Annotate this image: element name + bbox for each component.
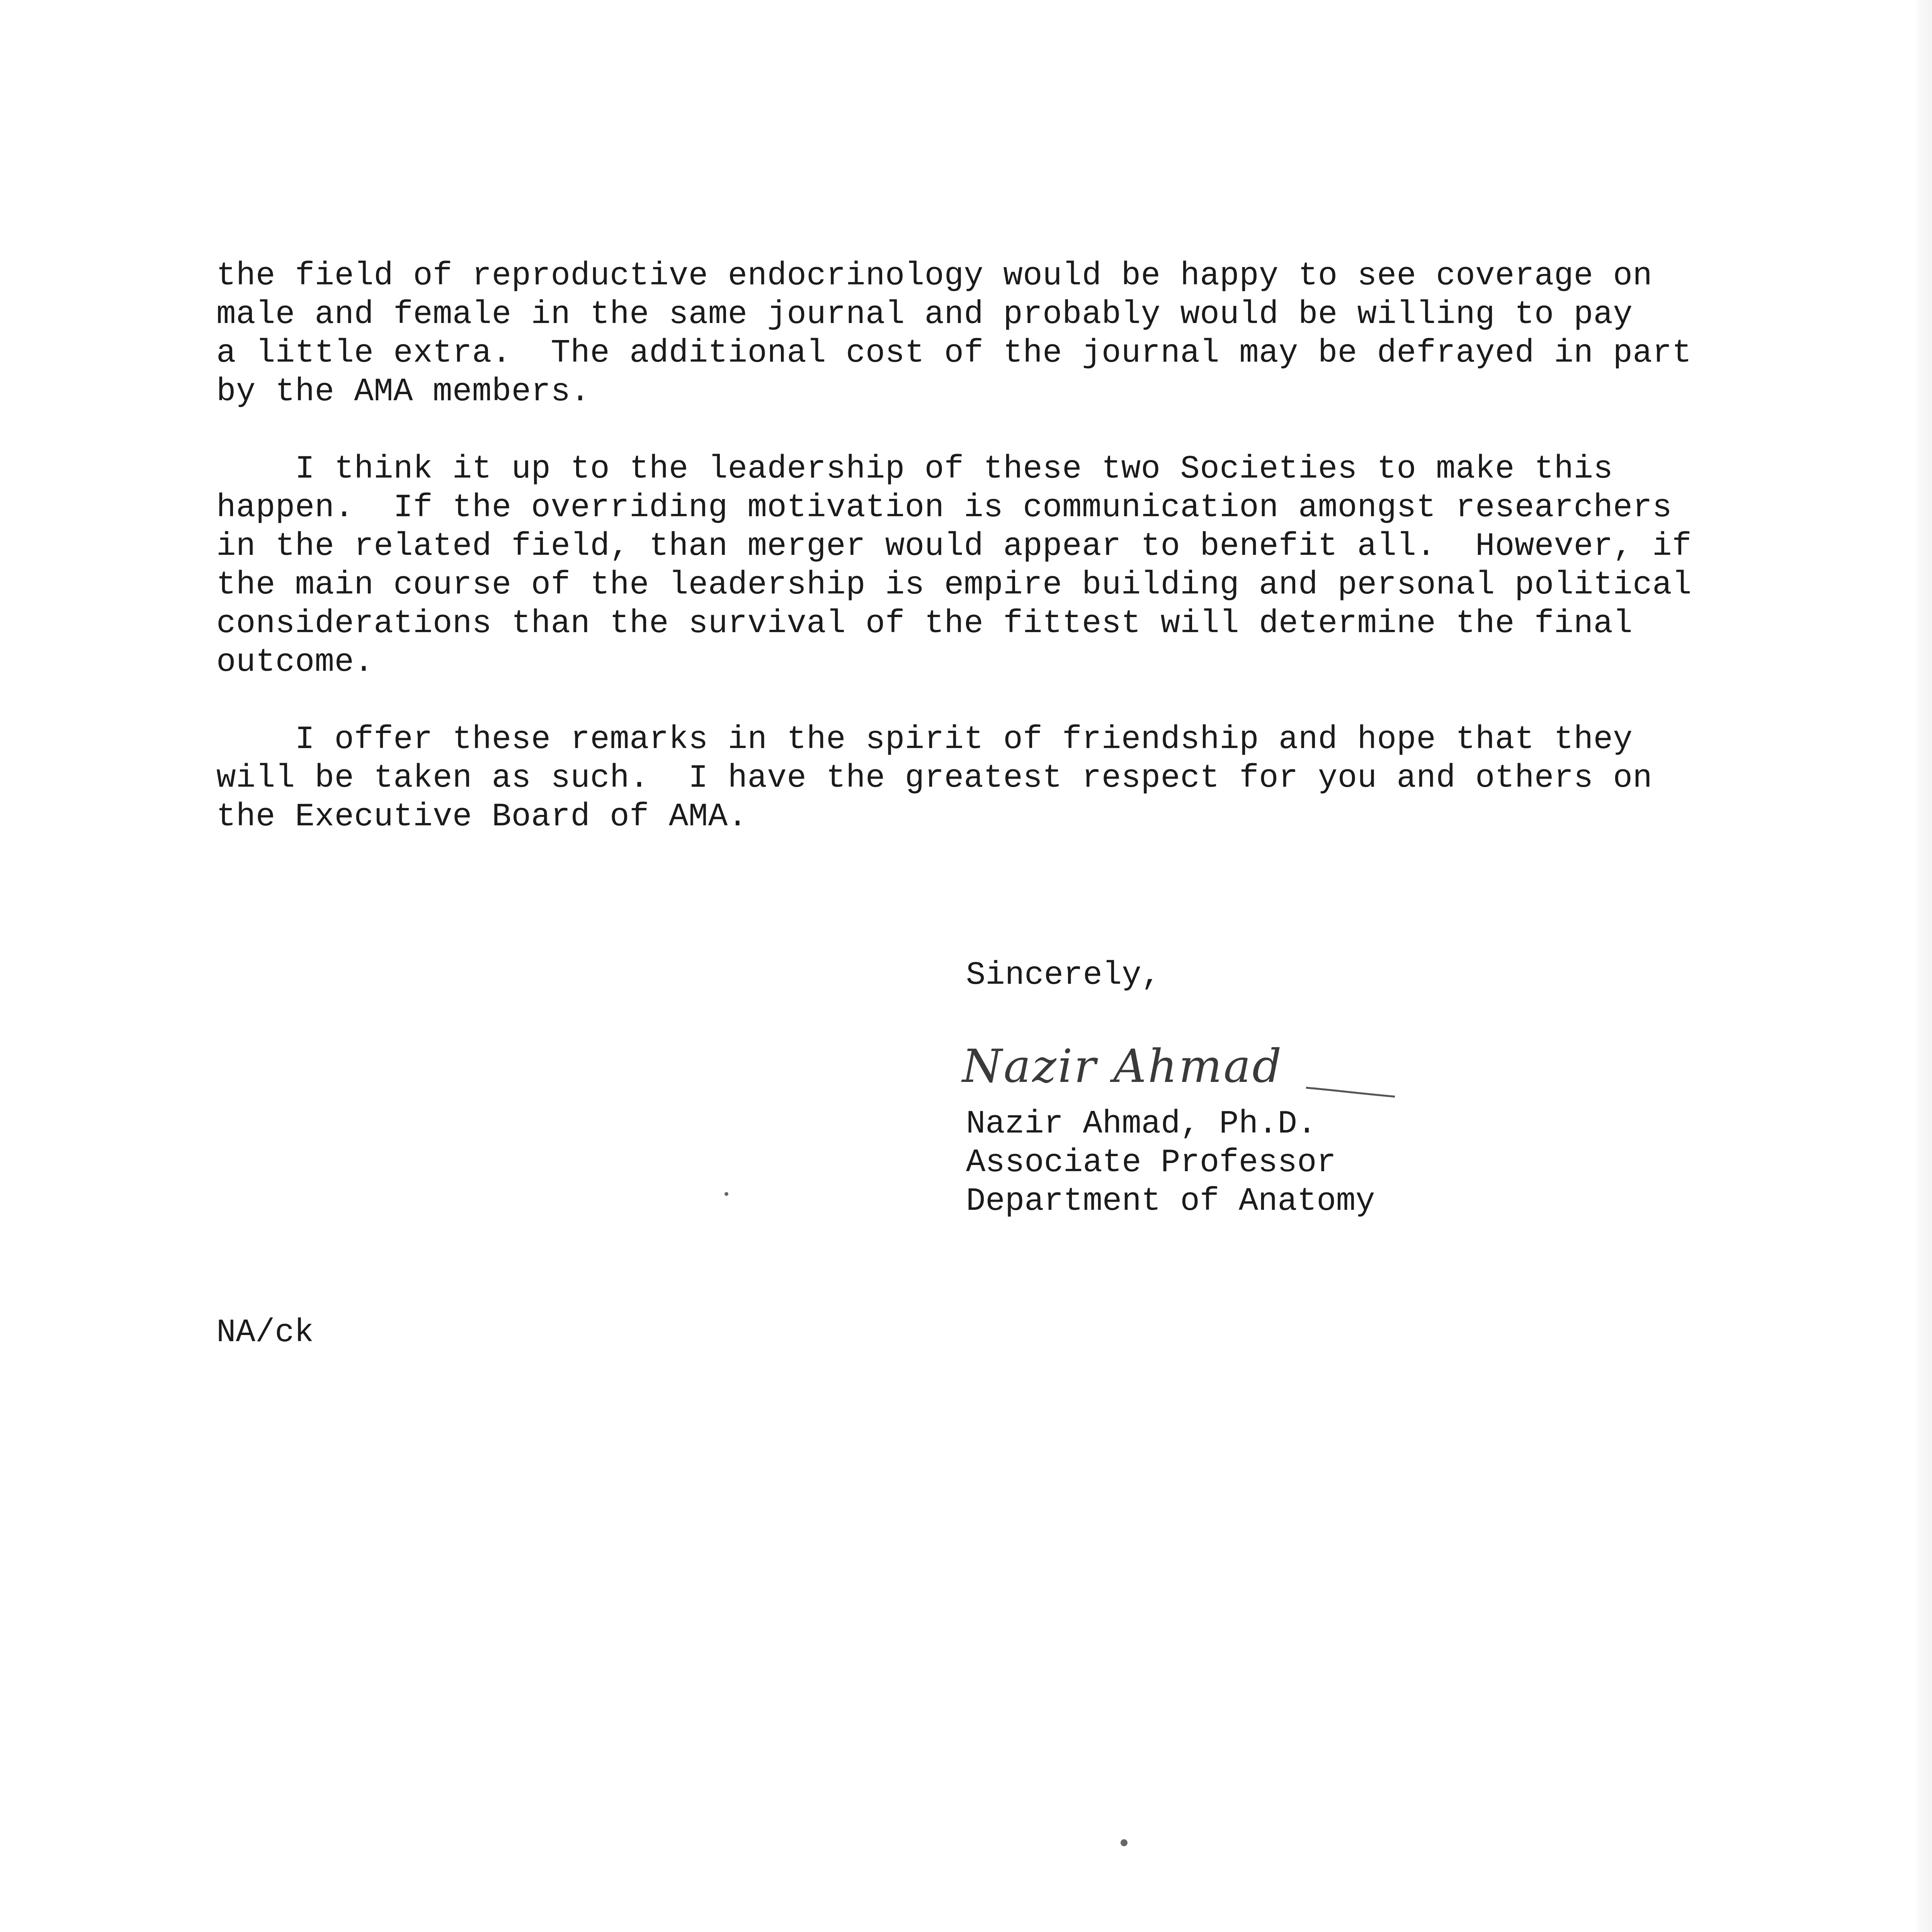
signature-flourish [1306,1088,1395,1097]
paragraph-leadership [216,450,1692,682]
signature-script: Nazir Ahmad [962,1039,1283,1093]
scan-speck [724,1192,728,1196]
handwritten-signature [958,1036,1403,1113]
paragraph-line: I offer these remarks in the spirit of friendship and hope that they [216,721,1633,758]
paragraph-line: in the related field, than merger would appear to benefit all. However, if [216,528,1692,565]
paragraph-line: the Executive Board of AMA. [216,799,748,835]
paragraph-line: a little extra. The additional cost of the journal may be defrayed in part [216,335,1692,372]
paragraph-journal-coverage [216,257,1692,412]
closing-salutation: Sincerely, [966,957,1161,994]
paragraph-line: the main course of the leadership is empire building and personal political [216,567,1692,604]
paragraph-line: male and female in the same journal and probably would be willing to pay [216,296,1633,333]
paragraph-line: considerations than the survival of the fittest will determine the final [216,605,1633,642]
signer-department: Department of Anatomy [966,1183,1375,1220]
paragraph-line: by the AMA members. [216,374,590,410]
paragraph-line: the field of reproductive endocrinology would be happy to see coverage on [216,258,1653,294]
typist-initials: NA/ck [216,1315,314,1351]
scan-speck [1121,1839,1128,1846]
paragraph-line: outcome. [216,644,374,681]
paragraph-line: happen. If the overriding motivation is communication amongst researchers [216,490,1672,526]
signer-name: Nazir Ahmad, Ph.D. [966,1106,1317,1143]
signature-block [966,1105,1375,1221]
signer-title: Associate Professor [966,1145,1336,1181]
scan-edge-shadow [1917,0,1932,1932]
paragraph-line: will be taken as such. I have the greatest respect for you and others on [216,760,1653,797]
paragraph-remarks [216,721,1685,837]
paragraph-line: I think it up to the leadership of these two Societies to make this [216,451,1613,488]
letter-body [216,257,1692,837]
